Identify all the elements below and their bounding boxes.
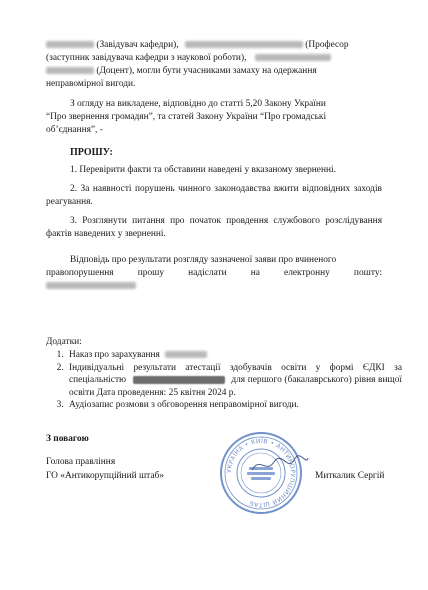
para1-role-2: (Професор (305, 40, 349, 50)
attachment-text: Наказ про зарахування (69, 350, 160, 360)
stamp-text: УКРАЇНА • КИЇВ • АНТИКОРУПЦІЙНИЙ ШТАБ (225, 437, 297, 509)
reply-word: прошу (137, 268, 165, 278)
para1-line4 (46, 78, 135, 91)
para1-end: неправомірної вигоди. (46, 79, 136, 89)
reply-word: правопорушення (46, 268, 114, 278)
para1-role-4: (Доцент), могли бути учасниками замаху на одержання (96, 66, 317, 76)
reply-email-line (46, 280, 136, 293)
request-item-3: 3. Розглянути питання про початок провдення службового розслідування фактів наведених у зверненні. (46, 216, 382, 239)
redacted-name (255, 54, 331, 61)
signature-scribble (250, 452, 310, 478)
attachment-text: спеціальністю (69, 375, 127, 386)
reply-word: електронну (284, 268, 330, 278)
para1-line2 (46, 52, 331, 65)
reply-word: на (250, 268, 260, 278)
attachment-item-3: 3. Аудіозапис розмови з обговорення неправомірної вигоди. (66, 399, 402, 412)
reply-word: надіслати (188, 268, 227, 278)
para2-line2: “Про звернення громадян”, та статей Закону України “Про громадські (46, 112, 327, 122)
redacted-text (165, 351, 207, 358)
reply-line2 (46, 267, 382, 280)
signer-position-2: ГО «Антикорупційний штаб» (46, 471, 165, 481)
para1-role-1: (Завідувач кафедри), (96, 40, 179, 50)
redacted-name (46, 67, 94, 74)
redacted-name (46, 41, 94, 48)
signer-position-1: Голова правління (46, 457, 116, 467)
para2-line3: об’єднання”, - (46, 125, 103, 135)
attachment-text: Індивідуальні результати атестації здобувачів освіти у формі ЄДКІ за (69, 362, 402, 373)
attachment-text: для першого (бакалаврського) рівня (231, 375, 376, 386)
redacted-email (46, 282, 136, 289)
reply-line1: Відповідь про результати розгляду зазначеної заяви про вчиненого (70, 255, 337, 265)
para1-line1 (46, 39, 349, 52)
para2-line1: З огляду на викладене, відповідно до статті 5,20 Закону України (70, 99, 326, 109)
signer-name: Миткалик Сергій (315, 471, 385, 481)
attachments-list (46, 349, 402, 412)
para1-line3 (46, 65, 317, 78)
para1-role-3: (заступник завідувача кафедри з наукової роботи), (46, 53, 247, 63)
attachment-item-2 (66, 362, 402, 400)
attachments-label: Додатки: (46, 337, 82, 347)
request-item-2: 2. За наявності порушень чинного законодавства вжити відповідних заходів реагування. (46, 184, 382, 207)
request-item-1: 1. Перевірити факти та обставини наведені у вказаному зверненні. (70, 165, 336, 175)
reply-word: пошту: (353, 268, 382, 278)
request-heading: ПРОШУ: (70, 147, 113, 158)
redacted-text (133, 376, 225, 384)
attachment-item-1 (66, 349, 402, 362)
attachment-text: вищої освіти Дата проведення: 25 квітня 2024 р. (69, 375, 403, 398)
redacted-name (185, 41, 303, 48)
closing: З повагою (46, 434, 89, 444)
